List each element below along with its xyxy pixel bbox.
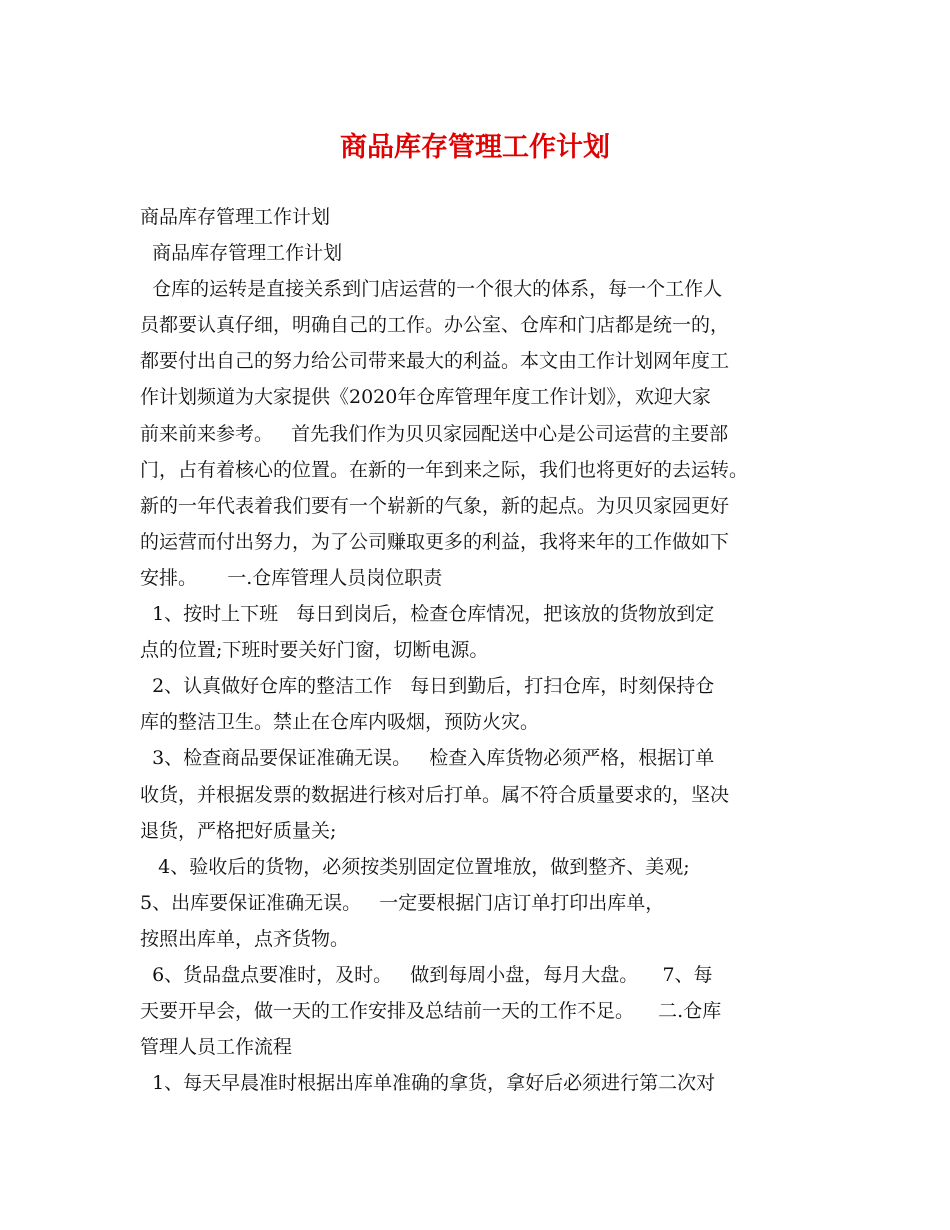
body-line: 员都要认真仔细，明确自己的工作。办公室、仓库和门店都是统一的，	[140, 314, 730, 337]
body-line: 前来前来参考。 首先我们作为贝贝家园配送中心是公司运营的主要部	[140, 422, 729, 445]
body-line: 6、货品盘点要准时，及时。 做到每周小盘，每月大盘。 7、每	[140, 963, 713, 986]
body-line: 按照出库单，点齐货物。	[140, 927, 350, 950]
body-line: 库的整洁卫生。禁止在仓库内吸烟，预防火灾。	[140, 711, 540, 734]
body-line: 2、认真做好仓库的整洁工作 每日到勤后，打扫仓库，时刻保持仓	[140, 675, 715, 698]
body-line: 收货，并根据发票的数据进行核对后打单。属不符合质量要求的，坚决	[140, 783, 730, 806]
body-line: 天要开早会，做一天的工作安排及总结前一天的工作不足。 二.仓库	[140, 1000, 722, 1023]
body-line: 退货，严格把好质量关;	[140, 819, 337, 842]
body-line: 管理人员工作流程	[140, 1036, 293, 1059]
body-line: 门，占有着核心的位置。在新的一年到来之际，我们也将更好的去运转。	[140, 458, 749, 481]
body-line: 3、检查商品要保证准确无误。 检查入库货物必须严格，根据订单	[140, 747, 715, 770]
body-line: 仓库的运转是直接关系到门店运营的一个很大的体系，每一个工作人	[140, 278, 723, 301]
body-line: 作计划频道为大家提供《2020年仓库管理年度工作计划》，欢迎大家	[140, 386, 711, 409]
body-line: 1、每天早晨准时根据出库单准确的拿货，拿好后必须进行第二次对	[140, 1072, 716, 1095]
body-line: 安排。 一.仓库管理人员岗位职责	[140, 566, 443, 589]
body-line: 4、验收后的货物，必须按类别固定位置堆放，做到整齐、美观;	[140, 855, 690, 878]
document-body	[140, 199, 820, 1101]
body-line: 商品库存管理工作计划	[140, 206, 331, 228]
body-line: 1、按时上下班 每日到岗后，检查仓库情况，把该放的货物放到定	[140, 603, 715, 626]
body-line: 5、出库要保证准确无误。 一定要根据门店订单打印出库单，	[140, 891, 665, 914]
body-line: 新的一年代表着我们要有一个崭新的气象，新的起点。为贝贝家园更好	[140, 494, 730, 517]
body-line: 点的位置;下班时要关好门窗，切断电源。	[140, 639, 489, 662]
body-line: 商品库存管理工作计划	[140, 242, 343, 265]
document-title: 商品库存管理工作计划	[340, 132, 610, 163]
body-line: 都要付出自己的努力给公司带来最大的利益。本文由工作计划网年度工	[140, 350, 730, 373]
body-line: 的运营而付出努力，为了公司赚取更多的利益，我将来年的工作做如下	[140, 530, 730, 553]
